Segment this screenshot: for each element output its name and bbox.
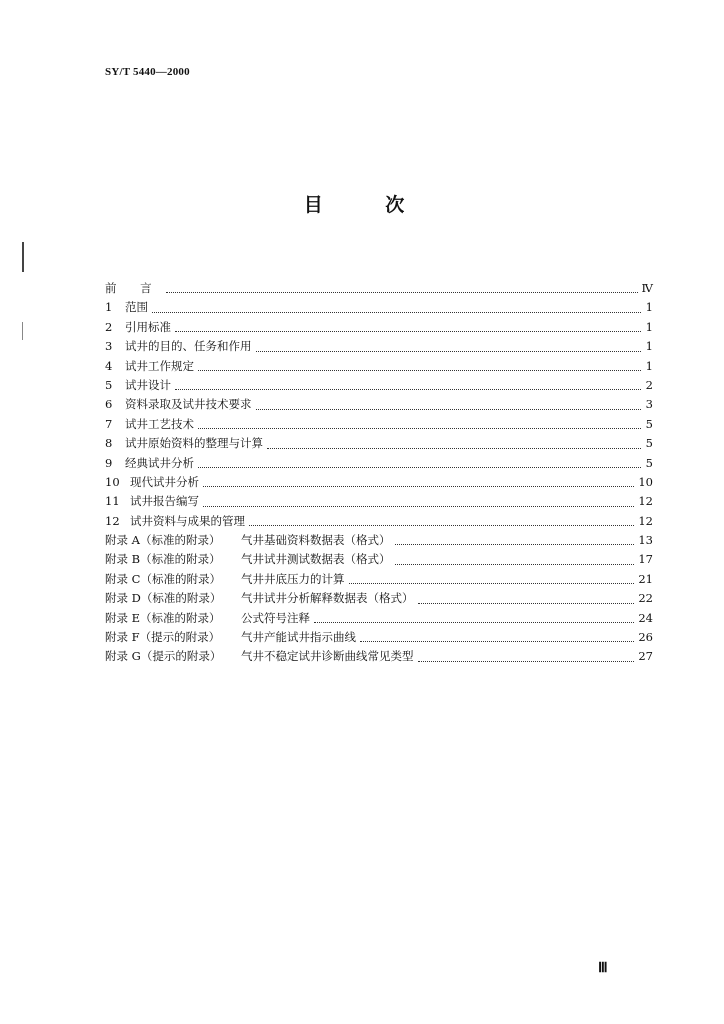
appendix-tag: 附录 D（标准的附录） [105,591,222,606]
appendix-tag: 附录 F（提示的附录） [105,630,221,645]
toc-appendix-f[interactable] [105,628,653,647]
appendix-tag: 附录 C（标准的附录） [105,571,221,586]
toc-number: 3 [105,339,113,354]
toc-page: 26 [638,630,653,645]
toc-entry-9[interactable] [105,454,653,473]
toc-entry-4[interactable] [105,357,653,376]
toc-page: 1 [645,300,653,315]
toc-page: 5 [645,436,653,451]
toc-number: 11 [105,494,120,509]
toc-appendix-g[interactable] [105,647,653,666]
appendix-label: 气井试井分析解释数据表（格式） [241,591,414,606]
toc-number: 7 [105,416,113,431]
appendix-label: 气井不稳定试井诊断曲线常见类型 [241,649,414,664]
binding-mark [22,242,24,272]
toc-page: 13 [638,533,653,548]
toc-entry-foreword[interactable] [105,279,653,298]
toc-number: 12 [105,513,120,528]
dot-leader [267,448,641,449]
dot-leader [203,486,634,487]
dot-leader [175,331,641,332]
dot-leader [249,525,634,526]
toc-page: 1 [645,319,653,334]
toc-number: 10 [105,474,120,489]
toc-label: 经典试井分析 [125,455,194,470]
toc-label: 范围 [125,300,148,315]
toc-number: 9 [105,455,113,470]
dot-leader [256,351,642,352]
toc-number: 6 [105,397,113,412]
toc-number: 2 [105,319,113,334]
dot-leader [314,622,634,623]
appendix-label: 公式符号注释 [241,610,310,625]
dot-leader [395,564,635,565]
toc-appendix-c[interactable] [105,570,653,589]
toc-label: 试井报告编写 [130,494,199,509]
toc-label: 试井资料与成果的管理 [130,513,245,528]
dot-leader [203,506,634,507]
appendix-tag: 附录 B（标准的附录） [105,552,221,567]
table-of-contents [105,279,653,667]
toc-label: 试井设计 [125,377,171,392]
toc-page: 12 [638,513,653,528]
dot-leader [198,467,641,468]
toc-label: 试井原始资料的整理与计算 [125,436,263,451]
appendix-tag: 附录 G（提示的附录） [105,649,222,664]
toc-page: 21 [638,571,653,586]
toc-appendix-b[interactable] [105,550,653,569]
toc-page: 27 [638,649,653,664]
toc-entry-10[interactable] [105,473,653,492]
toc-entry-12[interactable] [105,512,653,531]
toc-entry-11[interactable] [105,492,653,511]
toc-label: 引用标准 [125,319,171,334]
page-title: 目 次 [303,194,433,216]
dot-leader [349,583,635,584]
toc-entry-2[interactable] [105,318,653,337]
toc-page: 3 [645,397,653,412]
toc-page: 22 [638,591,653,606]
toc-label: 前 言 [105,281,162,295]
appendix-label: 气井试井测试数据表（格式） [241,552,391,567]
dot-leader [198,428,641,429]
toc-label: 试井工作规定 [125,358,194,373]
appendix-label: 气井产能试井指示曲线 [241,630,356,645]
toc-page: 17 [638,552,653,567]
toc-appendix-a[interactable] [105,531,653,550]
dot-leader [198,370,641,371]
standard-code: SY/T 5440—2000 [105,66,190,78]
dot-leader [418,661,635,662]
binding-mark-small [22,322,23,340]
dot-leader [360,641,634,642]
appendix-tag: 附录 E（标准的附录） [105,610,221,625]
toc-label: 现代试井分析 [130,474,199,489]
toc-page: 24 [638,610,653,625]
toc-label: 资料录取及试井技术要求 [125,397,252,412]
toc-entry-5[interactable] [105,376,653,395]
toc-entry-3[interactable] [105,337,653,356]
toc-label: 试井工艺技术 [125,416,194,431]
toc-page: 5 [645,455,653,470]
toc-number: 4 [105,358,113,373]
toc-page: Ⅳ [641,281,653,295]
toc-page: 2 [645,377,653,392]
toc-page: 12 [638,494,653,509]
appendix-tag: 附录 A（标准的附录） [105,533,221,548]
toc-page: 10 [638,474,653,489]
appendix-label: 气井井底压力的计算 [241,571,345,586]
toc-page: 1 [645,358,653,373]
toc-number: 5 [105,377,113,392]
toc-number: 8 [105,436,113,451]
dot-leader [166,292,638,293]
toc-page: 1 [645,339,653,354]
dot-leader [175,389,641,390]
toc-entry-6[interactable] [105,395,653,414]
toc-page: 5 [645,416,653,431]
dot-leader [256,409,642,410]
dot-leader [152,312,641,313]
appendix-label: 气井基础资料数据表（格式） [241,533,391,548]
toc-entry-8[interactable] [105,434,653,453]
page-folio: Ⅲ [598,961,608,976]
toc-appendix-d[interactable] [105,589,653,608]
toc-entry-7[interactable] [105,415,653,434]
toc-label: 试井的目的、任务和作用 [125,339,252,354]
toc-number: 1 [105,300,113,315]
dot-leader [418,603,635,604]
toc-entry-1[interactable] [105,298,653,317]
toc-appendix-e[interactable] [105,609,653,628]
dot-leader [395,544,635,545]
